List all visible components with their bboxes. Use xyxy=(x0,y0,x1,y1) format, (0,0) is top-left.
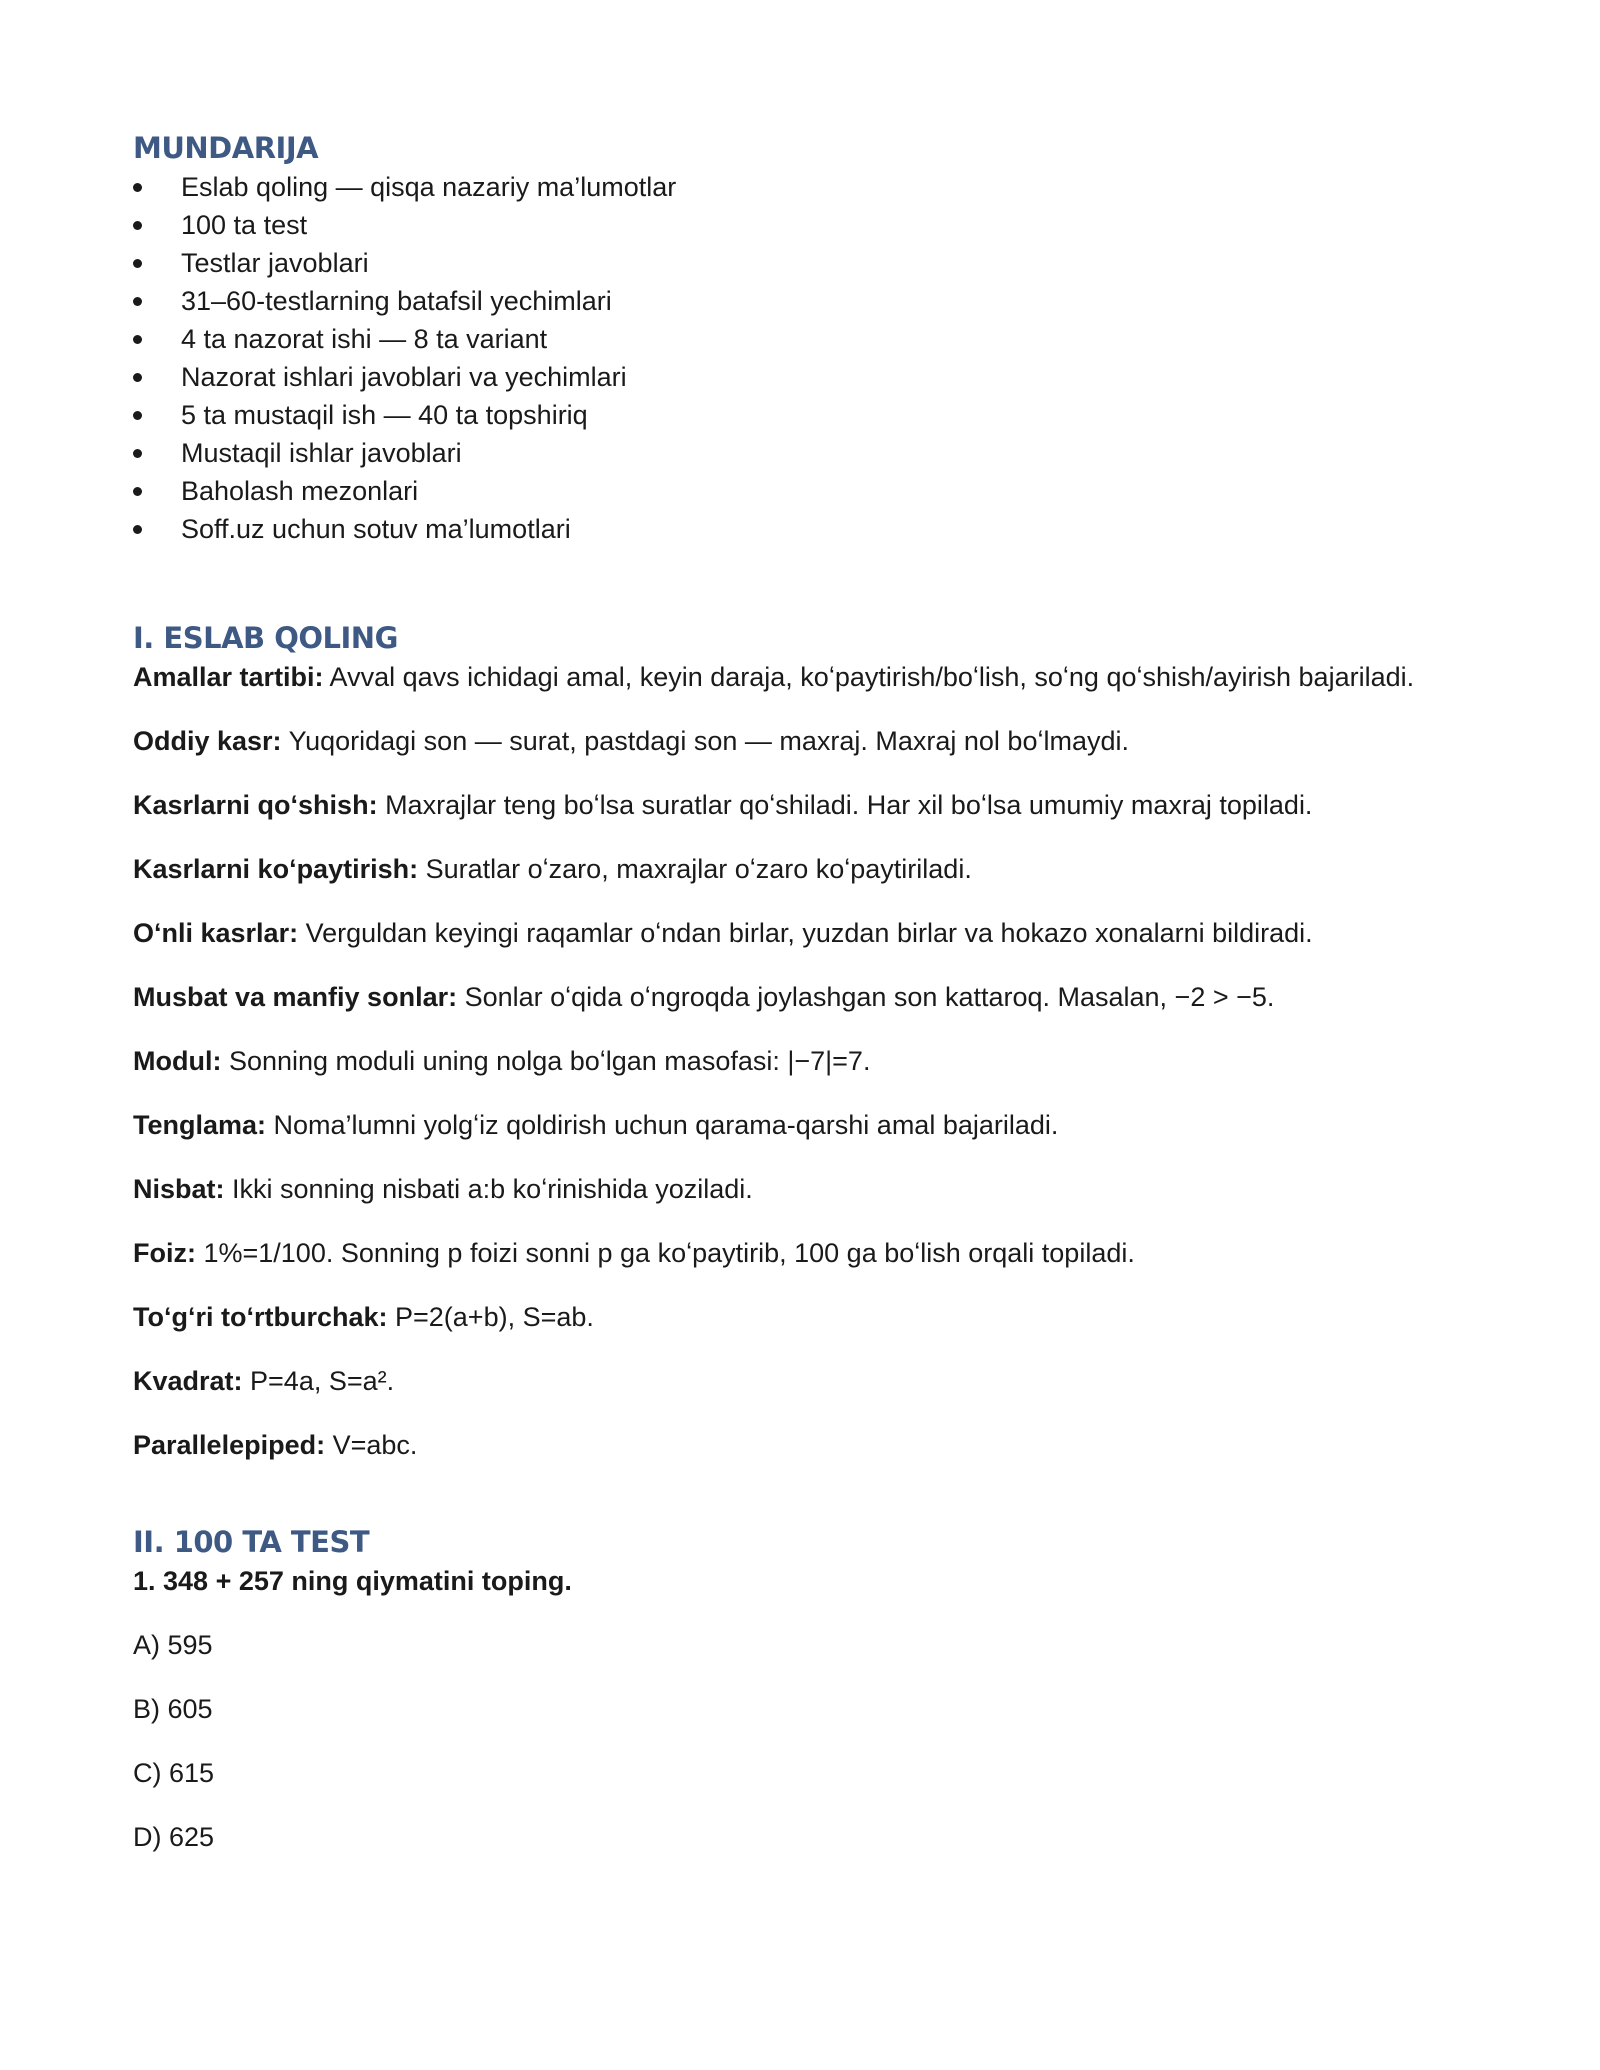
definition-paragraph xyxy=(133,1170,1453,1208)
toc-item-label: 4 ta nazorat ishi — 8 ta variant xyxy=(181,324,548,354)
toc-item-label: Testlar javoblari xyxy=(181,248,369,278)
toc-heading: MUNDARIJA xyxy=(133,131,319,165)
bullet-icon xyxy=(133,373,142,382)
bullet-icon xyxy=(133,411,142,420)
bullet-icon xyxy=(133,297,142,306)
toc-list xyxy=(133,168,1453,548)
definition-term: Amallar tartibi: xyxy=(133,662,324,692)
definition-text: V=abc. xyxy=(325,1430,418,1460)
toc-item xyxy=(133,244,1453,282)
definition-paragraph xyxy=(133,1426,1453,1464)
definition-text: Sonning moduli uning nolga boʻlgan masofasi: |−7|=7. xyxy=(221,1046,871,1076)
toc-item-label: Mustaqil ishlar javoblari xyxy=(181,438,462,468)
definition-paragraph xyxy=(133,1106,1453,1144)
toc-item xyxy=(133,358,1453,396)
toc-item-label: Nazorat ishlari javoblari va yechimlari xyxy=(181,362,627,392)
answer-option-b: B) 605 xyxy=(133,1694,213,1724)
definitions-list xyxy=(133,658,1453,1464)
definition-paragraph xyxy=(133,1234,1453,1272)
definition-text: Verguldan keyingi raqamlar oʻndan birlar, yuzdan birlar va hokazo xonalarni bildiradi. xyxy=(298,918,1313,948)
definition-text: Ikki sonning nisbati a:b koʻrinishida yoziladi. xyxy=(224,1174,753,1204)
definition-text: Maxrajlar teng boʻlsa suratlar qoʻshiladi. Har xil boʻlsa umumiy maxraj topiladi. xyxy=(377,790,1313,820)
definition-text: P=2(a+b), S=ab. xyxy=(387,1302,594,1332)
definition-term: Kasrlarni qoʻshish: xyxy=(133,790,378,820)
toc-item-label: 31–60-testlarning batafsil yechimlari xyxy=(181,286,612,316)
bullet-icon xyxy=(133,335,142,344)
bullet-icon xyxy=(133,449,142,458)
definition-paragraph xyxy=(133,658,1453,696)
definition-term: Oddiy kasr: xyxy=(133,726,282,756)
bullet-icon xyxy=(133,487,142,496)
definition-text: 1%=1/100. Sonning p foizi sonni p ga koʻpaytirib, 100 ga boʻlish orqali topiladi. xyxy=(195,1238,1135,1268)
toc-item xyxy=(133,168,1453,206)
toc-item-label: 5 ta mustaqil ish — 40 ta topshiriq xyxy=(181,400,588,430)
definition-term: Kvadrat: xyxy=(133,1366,243,1396)
definition-text: Avval qavs ichidagi amal, keyin daraja, koʻpaytirish/boʻlish, soʻng qoʻshish/ayirish bajariladi. xyxy=(323,662,1415,692)
bullet-icon xyxy=(133,183,142,192)
definition-text: Sonlar oʻqida oʻngroqda joylashgan son kattaroq. Masalan, −2 > −5. xyxy=(457,982,1275,1012)
definition-text: P=4a, S=a². xyxy=(242,1366,395,1396)
toc-item xyxy=(133,320,1453,358)
toc-item xyxy=(133,282,1453,320)
document-page xyxy=(133,128,1453,1882)
toc-item-label: Baholash mezonlari xyxy=(181,476,419,506)
definition-text: Yuqoridagi son — surat, pastdagi son — maxraj. Maxraj nol boʻlmaydi. xyxy=(281,726,1129,756)
answer-option-c: C) 615 xyxy=(133,1758,215,1788)
definition-paragraph xyxy=(133,978,1453,1016)
definition-paragraph xyxy=(133,786,1453,824)
definition-term: Parallelepiped: xyxy=(133,1430,326,1460)
toc-item xyxy=(133,510,1453,548)
toc-item xyxy=(133,434,1453,472)
section-heading: I. ESLAB QOLING xyxy=(133,621,398,655)
definition-term: Nisbat: xyxy=(133,1174,225,1204)
toc-item-label: 100 ta test xyxy=(181,210,308,240)
bullet-icon xyxy=(133,525,142,534)
definition-text: Suratlar oʻzaro, maxrajlar oʻzaro koʻpaytiriladi. xyxy=(418,854,972,884)
definition-term: Kasrlarni koʻpaytirish: xyxy=(133,854,419,884)
toc-item-label: Soff.uz uchun sotuv ma’lumotlari xyxy=(181,514,571,544)
definition-term: Toʻgʻri toʻrtburchak: xyxy=(133,1302,388,1332)
definition-paragraph xyxy=(133,850,1453,888)
definition-paragraph xyxy=(133,722,1453,760)
toc-item-label: Eslab qoling — qisqa nazariy ma’lumotlar xyxy=(181,172,677,202)
section-heading: II. 100 TA TEST xyxy=(133,1525,370,1559)
definition-paragraph xyxy=(133,1298,1453,1336)
definition-term: Modul: xyxy=(133,1046,222,1076)
answer-option-d: D) 625 xyxy=(133,1822,215,1852)
answer-option-a: A) 595 xyxy=(133,1630,213,1660)
definition-term: Tenglama: xyxy=(133,1110,267,1140)
bullet-icon xyxy=(133,259,142,268)
definition-term: Foiz: xyxy=(133,1238,196,1268)
definition-term: Musbat va manfiy sonlar: xyxy=(133,982,458,1012)
toc-item xyxy=(133,206,1453,244)
definition-paragraph xyxy=(133,1042,1453,1080)
toc-item xyxy=(133,472,1453,510)
definition-paragraph xyxy=(133,1362,1453,1400)
toc-item xyxy=(133,396,1453,434)
definition-text: Noma’lumni yolgʻiz qoldirish uchun qarama-qarshi amal bajariladi. xyxy=(266,1110,1059,1140)
bullet-icon xyxy=(133,221,142,230)
definition-term: Oʻnli kasrlar: xyxy=(133,918,299,948)
test-question: 1. 348 + 257 ning qiymatini toping. xyxy=(133,1566,572,1596)
definition-paragraph xyxy=(133,914,1453,952)
